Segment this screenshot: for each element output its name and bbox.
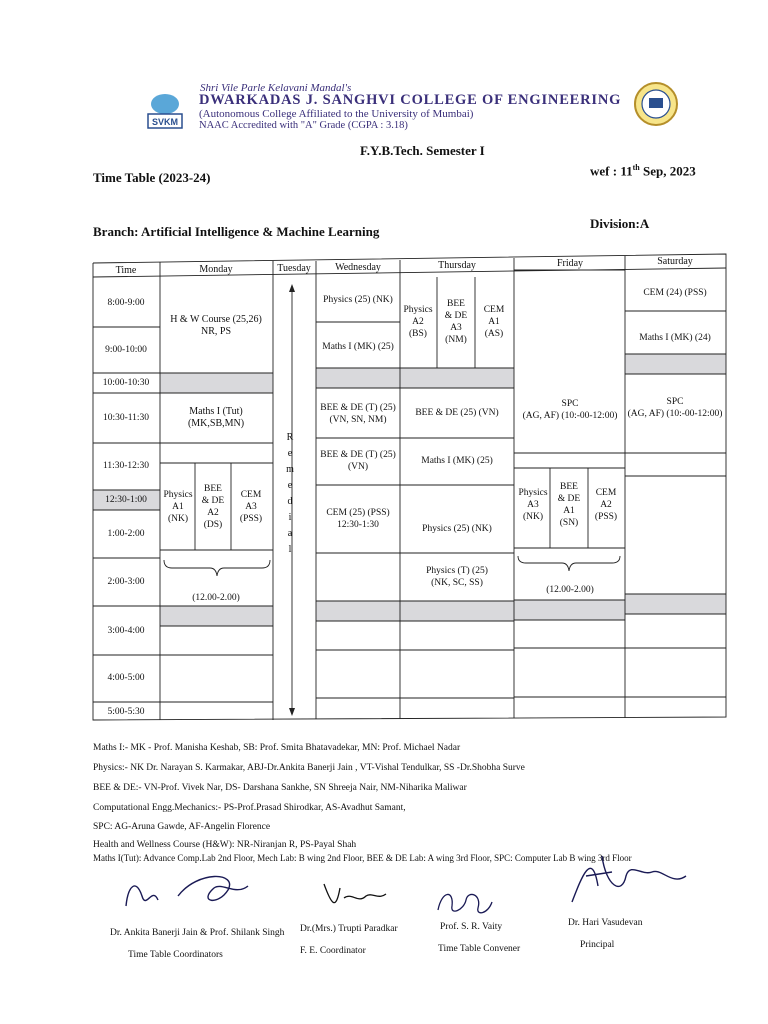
col-header-saturday: Saturday (657, 256, 693, 267)
saturday-maths: Maths I (MK) (24) (639, 333, 711, 343)
timetable-label: Time Table (2023-24) (93, 170, 211, 185)
monday-maths-tut: Maths I (Tut) (MK,SB,MN) (187, 406, 245, 429)
note-line: Maths I(Tut): Advance Comp.Lab 2nd Floor, Mech Lab: B wing 2nd Floor, BEE & DE Lab: A wing 3rd Floor, SPC: Computer Lab B wing 3rd Floor (93, 853, 632, 863)
time-slot: 12:30-1:00 (105, 495, 147, 505)
branch-label: Branch: Artificial Intelligence & Machine Learning (93, 224, 380, 239)
friday-lab-cem: CEM A2 (PSS) (594, 488, 618, 522)
time-slot: 10:00-10:30 (102, 378, 150, 388)
affiliation: (Autonomous College Affiliated to the University of Mumbai) (199, 108, 474, 120)
trust-name: Shri Vile Parle Kelavani Mandal's (200, 82, 352, 94)
college-name: DWARKADAS J. SANGHVI COLLEGE OF ENGINEERING (199, 92, 622, 108)
time-slot: 4:00-5:00 (107, 673, 145, 683)
note-line: Physics:- NK Dr. Narayan S. Karmakar, ABJ-Dr.Ankita Banerji Jain , VT-Vishal Tendulkar, SS -Dr.Shobha Surve (93, 763, 525, 773)
thursday-physics-tut: Physics (T) (25) (NK, SC, SS) (426, 566, 488, 588)
friday-lab-bee: BEE & DE A1 (SN) (557, 482, 581, 528)
saturday-cem: CEM (24) (PSS) (643, 288, 707, 298)
wednesday-bee-tut-1: BEE & DE (T) (25) (VN, SN, NM) (320, 403, 396, 425)
friday-lab-physics: Physics A3 (NK) (518, 488, 548, 522)
note-line: Computational Engg.Mechanics:- PS-Prof.Prasad Shirodkar, AS-Avadhut Samant, (93, 803, 406, 813)
wednesday-maths: Maths I (MK) (25) (322, 342, 394, 352)
signatory-role: Time Table Convener (438, 944, 521, 954)
monday-lab-physics: Physics A1 (NK) (163, 490, 193, 524)
signatory-name: Dr. Ankita Banerji Jain & Prof. Shilank Singh (110, 928, 285, 938)
monday-hw-course: H & W Course (25,26) NR, PS (170, 314, 262, 337)
col-header-thursday: Thursday (438, 260, 476, 271)
wednesday-cem: CEM (25) (PSS) 12:30-1:30 (326, 508, 390, 530)
col-header-time: Time (115, 265, 137, 276)
wednesday-bee-tut-2: BEE & DE (T) (25) (VN) (320, 450, 396, 472)
note-line: Health and Wellness Course (H&W): NR-Niranjan R, PS-Payal Shah (93, 840, 357, 850)
semester-title: F.Y.B.Tech. Semester I (360, 143, 485, 158)
signatory-role: Principal (580, 940, 615, 950)
logo-text: SVKM (151, 117, 179, 127)
signature-principal (562, 846, 702, 916)
col-header-monday: Monday (199, 264, 233, 275)
col-header-tuesday: Tuesday (277, 263, 311, 274)
thursday-bee: BEE & DE (25) (VN) (415, 408, 499, 418)
note-line: SPC: AG-Aruna Gawde, AF-Angelin Florence (93, 822, 271, 832)
note-line: BEE & DE:- VN-Prof. Vivek Nar, DS- Darshana Sankhe, SN Shreeja Nair, NM-Niharika Maliwar (93, 783, 467, 793)
time-slot: 3:00-4:00 (107, 626, 145, 636)
time-slot: 1:00-2:00 (107, 529, 145, 539)
monday-lab-bee: BEE & DE A2 (DS) (201, 484, 225, 530)
signatory-name: Dr. Hari Vasudevan (568, 918, 643, 928)
monday-lab-time: (12.00-2.00) (192, 593, 240, 603)
thursday-lab-bee: BEE & DE A3 (NM) (444, 299, 468, 345)
time-slot: 11:30-12:30 (102, 461, 150, 471)
time-slot: 10:30-11:30 (102, 413, 150, 423)
effective-date: wef : 11th Sep, 2023 (590, 163, 696, 179)
signatory-name: Dr.(Mrs.) Trupti Paradkar (300, 924, 398, 934)
signatory-role: Time Table Coordinators (128, 950, 223, 960)
col-header-wednesday: Wednesday (335, 262, 381, 273)
accreditation: NAAC Accredited with "A" Grade (CGPA : 3.18) (199, 120, 408, 131)
col-header-friday: Friday (556, 258, 584, 269)
time-slot: 8:00-9:00 (107, 298, 145, 308)
friday-lab-time: (12.00-2.00) (546, 585, 594, 595)
thursday-lab-cem: CEM A1 (AS) (483, 305, 505, 339)
thursday-physics: Physics (25) (NK) (422, 524, 492, 534)
time-slot: 5:00-5:30 (107, 707, 145, 717)
tuesday-remedial: R e m e d i a l (286, 432, 294, 555)
signatory-name: Prof. S. R. Vaity (440, 922, 503, 932)
time-slot: 2:00-3:00 (107, 577, 145, 587)
signatory-role: F. E. Coordinator (300, 946, 366, 956)
time-slot: 9:00-10:00 (105, 345, 147, 355)
thursday-maths: Maths I (MK) (25) (421, 456, 493, 466)
division-label: Division:A (590, 216, 650, 231)
signature-convener (430, 880, 500, 926)
friday-spc: SPC (AG, AF) (10:-00-12:00) (522, 399, 618, 421)
wednesday-physics: Physics (25) (NK) (323, 295, 393, 305)
signature-coordinators (118, 866, 268, 926)
signature-fe-coordinator (318, 876, 398, 916)
monday-lab-cem: CEM A3 (PSS) (239, 490, 263, 524)
thursday-lab-physics: Physics A2 (BS) (403, 305, 433, 339)
note-line: Maths I:- MK - Prof. Manisha Keshab, SB: Prof. Smita Bhatavadekar, MN: Prof. Michael Nadar (93, 743, 461, 753)
saturday-spc: SPC (AG, AF) (10:-00-12:00) (627, 397, 723, 419)
